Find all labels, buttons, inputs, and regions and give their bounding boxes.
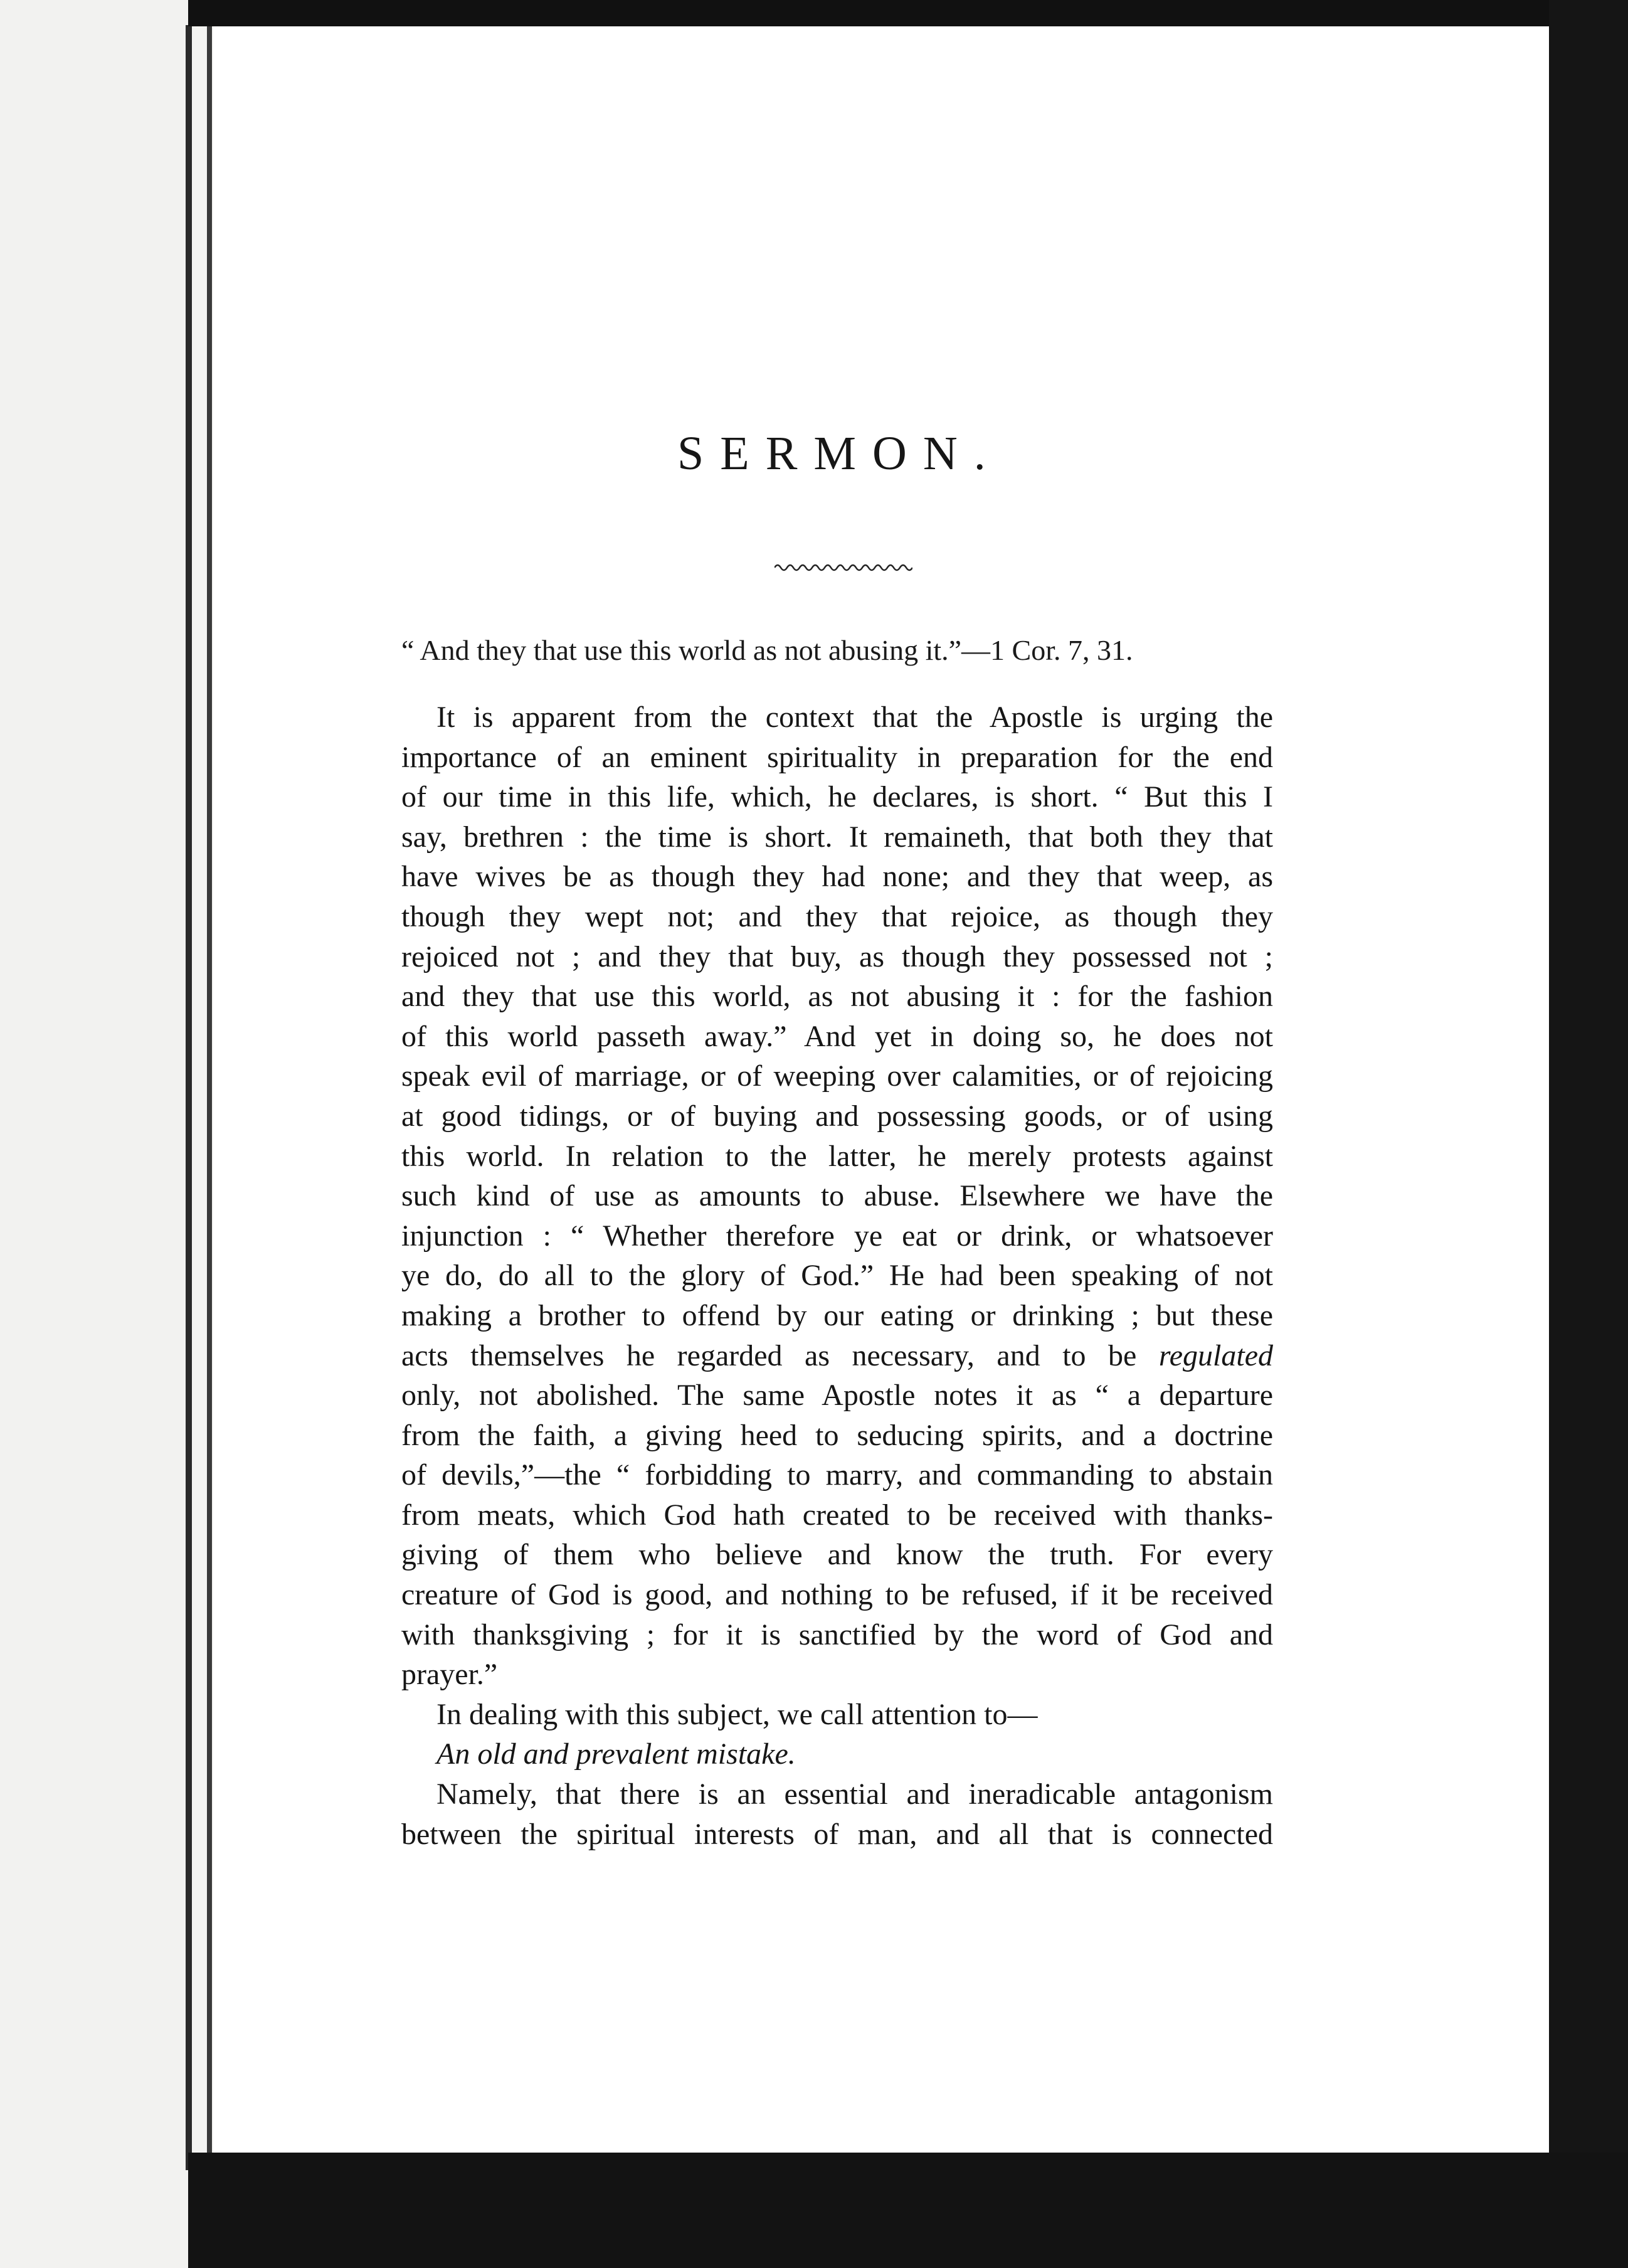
text-line: It is apparent from the context that the Apostle is urging the <box>436 701 1273 734</box>
text-line: of our time in this life, which, he declares, is short. “ But this I <box>401 780 1273 814</box>
bottom-scan-border <box>188 2153 1628 2268</box>
text-line: ye do, do all to the glory of God.” He had been speaking of not <box>401 1259 1273 1293</box>
text-line: In dealing with this subject, we call attention to— <box>436 1697 1038 1731</box>
text-line: only, not abolished. The same Apostle notes it as “ a departure <box>401 1379 1273 1412</box>
text-line: Namely, that there is an essential and ineradicable antagonism <box>436 1778 1273 1811</box>
text-line: say, brethren : the time is short. It remaineth, that both they that <box>401 820 1273 854</box>
text-line: importance of an eminent spirituality in preparation for the end <box>401 740 1273 774</box>
italic-word: regulated <box>1158 1338 1274 1372</box>
right-scan-border <box>1549 0 1628 2268</box>
text-line: of devils,”—the “ forbidding to marry, and commanding to abstain <box>401 1458 1273 1492</box>
sermon-body-text <box>401 697 1273 1854</box>
text-line: this world. In relation to the latter, he merely protests against <box>401 1139 1273 1173</box>
text-line: injunction : “ Whether therefore ye eat or drink, or whatsoever <box>401 1219 1273 1253</box>
left-facing-page-margin <box>0 0 188 2268</box>
text-line: of this world passeth away.” And yet in doing so, he does not <box>401 1019 1273 1053</box>
text-line: at good tidings, or of buying and possessing goods, or of using <box>401 1099 1273 1133</box>
top-scan-border <box>188 0 1628 26</box>
text-line-segment: acts themselves he regarded as necessary, and to be <box>401 1338 1137 1372</box>
text-line: from the faith, a giving heed to seducing spirits, and a doctrine <box>401 1418 1273 1452</box>
section-subheading: An old and prevalent mistake. <box>436 1737 796 1771</box>
text-line: creature of God is good, and nothing to be refused, if it be received <box>401 1578 1273 1612</box>
page-heading: SERMON. <box>677 427 1002 480</box>
page-edge-shadow <box>207 19 212 2164</box>
text-line: have wives be as though they had none; and they that weep, as <box>401 860 1273 894</box>
text-line: from meats, which God hath created to be received with thanks- <box>401 1498 1273 1532</box>
text-line: such kind of use as amounts to abuse. Elsewhere we have the <box>401 1179 1273 1213</box>
text-line: prayer.” <box>401 1658 498 1692</box>
text-line: between the spiritual interests of man, and all that is connected <box>401 1817 1273 1851</box>
decorative-rule <box>774 558 912 577</box>
text-line: speak evil of marriage, or of weeping over calamities, or of rejoicing <box>401 1059 1273 1093</box>
text-line: and they that use this world, as not abusing it : for the fashion <box>401 980 1273 1014</box>
text-line: giving of them who believe and know the truth. For every <box>401 1538 1273 1572</box>
scripture-epigraph: “ And they that use this world as not abusing it.”—1 Cor. 7, 31. <box>401 634 1133 666</box>
text-line: making a brother to offend by our eating or drinking ; but these <box>401 1298 1273 1332</box>
text-line-with-italic <box>401 1336 1273 1376</box>
text-line: though they wept not; and they that rejoice, as though they <box>401 899 1273 933</box>
text-line: with thanksgiving ; for it is sanctified by the word of God and <box>401 1618 1273 1651</box>
text-line: rejoiced not ; and they that buy, as though they possessed not ; <box>401 940 1273 973</box>
binding-gutter-line <box>186 25 192 2170</box>
